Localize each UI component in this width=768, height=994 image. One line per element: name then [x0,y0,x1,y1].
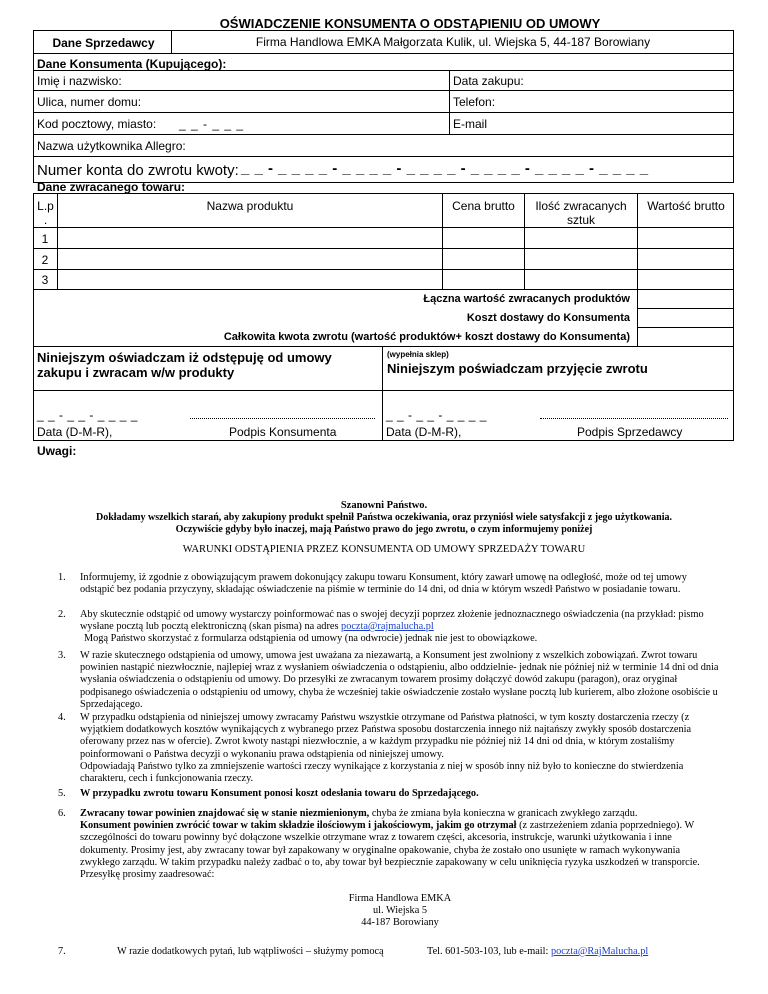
clause-2-email-link[interactable]: poczta@rajmalucha.pl [341,621,434,633]
col-value: Wartość brutto [647,199,725,213]
clause-number: 5. [58,788,66,799]
seller-value: Firma Handlowa EMKA Małgorzata Kulik, ul. Wiejska 5, 44-187 Borowiany [255,35,651,49]
consumer-signature-label: Podpis Konsumenta [229,425,337,439]
col-product-name: Nazwa produktu [206,199,294,213]
intro-line-1: Dokładamy wszelkich starań, aby zakupiony produkt spełnił Państwa oczekiwania, oraz przyniósł wiele satysfakcji z jego użytkowania. [96,512,672,523]
clause-7-text: W razie dodatkowych pytań, lub wątpliwości – służymy pomocą [117,946,384,957]
conditions-title: WARUNKI ODSTĄPIENIA PRZEZ KONSUMENTA OD UMOWY SPRZEDAŻY TOWARU [182,544,586,555]
street-label: Ulica, numer domu: [37,95,142,109]
clause-number: 6. [58,808,66,819]
seller-signature-label: Podpis Sprzedawcy [577,425,683,439]
consumer-date-mask: _ _ - _ _ - _ _ _ _ [37,408,138,422]
clause-7-phone: Tel. 601-503-103, lub e-mail: [427,946,549,957]
seller-date-label: Data (D-M-R), [386,425,462,439]
clause-6-text-2: (z zastrzeżeniem zdania poprzedniego). W szczególności do towaru powinny być dołączone wszelkie otrzymane wraz z towarem części, akcesoria, instrukcje, warunki użytkowania i inne dokumenty. Prosimy jest, aby zwracany towar był zapakowany w oryginalne opakowanie, chyba że zostało ono usunięte w ramach wykonywania zwykłego zarządu. W takim przypadku należy zadbać o to, aby towar był bezpiecznie zapakowany w celu uniknięcia ryzyka uszkodzeń w transporcie. Przesyłkę prosimy zaadresować: [80,820,700,881]
seller-label: Dane Sprzedawcy [52,36,155,50]
shop-note: (wypełnia sklep) [387,350,449,359]
form-title: OŚWIADCZENIE KONSUMENTA O ODSTĄPIENIU OD UMOWY [219,16,601,31]
shipping-cost-label: Koszt dostawy do Konsumenta [466,312,630,324]
consumer-date-label: Data (D-M-R), [37,425,113,439]
clause-2 [80,609,720,646]
clause-2-text: Aby skutecznie odstąpić od umowy wystarczy poinformować nas o swojej decyzji poprzez złożenie jednoznacznego oświadczenia (na przykład: pismo wysłane pocztą lub pocztą elektroniczną (skan pisma) na adres [80,609,704,633]
consumer-declaration: Niniejszym oświadczam iż odstępuję od umowy zakupu i zwracam w/w produkty [37,350,332,380]
shop-confirmation: Niniejszym poświadczam przyjęcie zwrotu [387,361,648,376]
col-lp: L.p . [37,199,54,227]
clause-4-liability: Odpowiadają Państwo tylko za zmniejszenie wartości rzeczy wynikające z korzystania z niej w sposób inny niż było to konieczne do stwierdzenia charakteru, cech i funkcjonowania rzeczy. [80,760,684,785]
seller-label-cell [33,30,172,54]
row-number: 1 [41,232,49,246]
row-number: 3 [41,273,49,287]
clause-6-bold-1: Zwracany towar powinien znajdować się w stanie niezmienionym, [80,808,370,819]
postal-label: Kod pocztowy, miasto: [37,117,157,131]
return-address-city: 44-187 Borowiany [361,917,439,928]
account-label: Numer konta do zwrotu kwoty: [37,162,239,179]
total-products-label: Łączna wartość zwracanych produktów [423,293,630,305]
consumer-header: Dane Konsumenta (Kupującego): [37,57,227,71]
intro-line-2: Oczywiście gdyby było inaczej, mają Państwo prawo do jego zwrotu, o czym informujemy poniżej [175,524,593,535]
allegro-label: Nazwa użytkownika Allegro: [37,139,186,153]
purchase-date-label: Data zakupu: [453,74,524,88]
clause-number: 1. [58,572,66,583]
clause-7-contact [427,946,648,958]
clause-number: 3. [58,650,66,661]
clause-number: 7. [58,946,66,957]
clause-6-bold-2: Konsument powinien zwrócić towar w takim składzie ilościowym i jakościowym, jakim go otrzymał [80,820,517,832]
total-refund-label: Całkowita kwota zwrotu (wartość produktów+ koszt dostawy do Konsumenta) [223,331,630,343]
clause-5: W przypadku zwrotu towaru Konsument ponosi koszt odesłania towaru do Sprzedającego. [80,788,479,799]
totals-values [637,289,734,347]
clause-7-email-link[interactable]: poczta@RajMalucha.pl [550,946,649,957]
phone-label: Telefon: [453,95,496,109]
clause-3: W razie skutecznego odstąpienia od umowy, umowa jest uważana za niezawartą, a Konsument jest zwolniony z wszelkich zobowiązań. Zwrot towaru powinien nastąpić niezwłocznie, najlepiej wraz z wysłaniem oświadczenia o odstąpieniu, albo oddzielnie- jednak nie później niż w terminie 14 dni od dnia wysłania oświadczenia o odstąpieniu od umowy. Do przesyłki ze zwracanym towarem prosimy dołączyć dowód zakupu (paragon), oraz oryginał podpisanego oświadczenia o odstąpieniu od umowy, chyba że wcześniej takie oświadczenie zostało wysłane pocztą lub kurierem, albo złożone osobiście u Sprzedającego. [80,650,719,710]
seller-date-mask: _ _ - _ _ - _ _ _ _ [386,408,487,422]
row-number: 2 [41,253,49,267]
clause-4 [80,712,720,785]
clause-2-form-note: Mogą Państwo skorzystać z formularza odstąpienia od umowy (na odwrocie) jednak nie jest to obowiązkowe. [84,633,538,645]
name-label: Imię i nazwisko: [37,74,122,88]
seller-value-cell [171,30,734,54]
return-address-name: Firma Handlowa EMKA [348,893,452,904]
clause-1: Informujemy, iż zgodnie z obowiązującym prawem dokonujący zakupu towaru Konsument, który zawarł umowę na odległość, może od tej umowy odstąpić bez podania przyczyny, składając oświadczenie na piśmie w terminie do 14 dni, od dnia w którym wszedł Państwo w posiadanie towaru. [80,572,687,596]
clause-number: 4. [58,712,66,723]
email-label: E-mail [453,117,488,131]
postal-mask: _ _ - _ _ _ [179,117,245,131]
col-quantity: Ilość zwracanych sztuk [535,199,627,227]
clause-4-text: W przypadku odstąpienia od niniejszej umowy zwracamy Państwu wszystkie otrzymane od Państwa płatności, w tym koszty dostarczenia rzeczy (z wyjątkiem dodatkowych kosztów wynikających z wybranego przez Państwa sposobu dostarczenia innego niż najtańszy zwykły sposób dostarczenia oferowany przez nas w ofercie). Zwrot kwoty nastąpi niezwłocznie, a w każdym przypadku nie później niż 14 dni od dnia, w którym zostaliśmy poinformowani o Państwa decyzji o wykonaniu prawa odstąpienia od niniejszej umowy. [80,712,692,760]
col-price: Cena brutto [452,199,515,213]
clause-6-text-1: chyba że zmiana była konieczna w granicach zwykłego zarządu. [371,808,638,819]
goods-header: Dane zwracanego towaru: [37,180,186,194]
remarks-label: Uwagi: [37,444,77,458]
account-mask: _ _ - _ _ _ _ - _ _ _ _ - _ _ _ _ - _ _ _ _ - _ _ _ _ - _ _ _ _ [241,160,649,177]
clause-number: 2. [58,609,66,620]
clause-6 [80,808,720,881]
greeting: Szanowni Państwo. [340,500,428,511]
return-address-street: ul. Wiejska 5 [372,905,428,916]
